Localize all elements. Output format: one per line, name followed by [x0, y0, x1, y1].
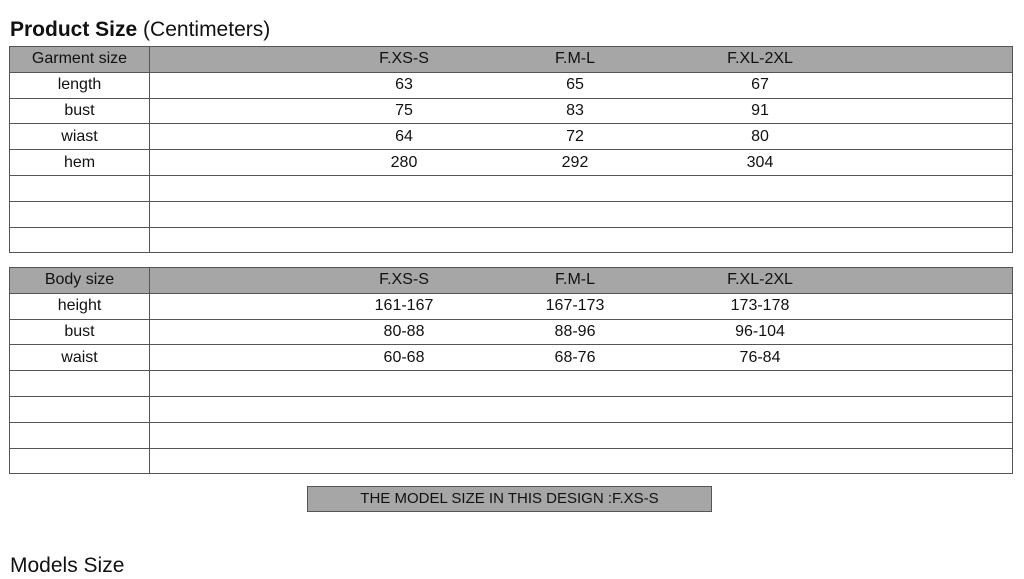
title-unit: (Centimeters): [143, 18, 271, 41]
cell-value: 167-173: [545, 297, 605, 315]
row-label: height: [10, 293, 150, 319]
cell-value: 76-84: [739, 348, 781, 366]
row-label: bust: [10, 319, 150, 345]
models-size-heading: Models Size: [10, 554, 125, 577]
cell-value: 60-68: [383, 348, 425, 366]
cell-value: 173-178: [730, 297, 790, 315]
empty-row: [10, 448, 1013, 474]
cell-value: 80-88: [383, 322, 425, 340]
row-label: waist: [10, 345, 150, 371]
page-title: [10, 17, 270, 43]
header-size: F.M-L: [555, 271, 595, 289]
cell-value: 80: [751, 127, 769, 145]
cell-value: 161-167: [374, 297, 434, 315]
header-size: F.XS-S: [379, 271, 429, 289]
cell-value: 280: [390, 153, 418, 171]
table-header-row: [10, 47, 1013, 73]
garment-size-table: [9, 46, 1013, 253]
table-row: [10, 293, 1013, 319]
cell-value: 91: [751, 101, 769, 119]
body-size-table: [9, 267, 1013, 474]
table-row: [10, 72, 1013, 98]
cell-value: 75: [395, 101, 413, 119]
cell-value: 64: [395, 127, 413, 145]
table-row: [10, 98, 1013, 124]
row-label: bust: [10, 98, 150, 124]
table-row: [10, 345, 1013, 371]
row-label: length: [10, 72, 150, 98]
cell-value: 292: [561, 153, 589, 171]
table-row: [10, 319, 1013, 345]
cell-value: 304: [746, 153, 774, 171]
empty-row: [10, 396, 1013, 422]
cell-value: 88-96: [554, 322, 596, 340]
cell-value: 96-104: [735, 322, 785, 340]
row-label: wiast: [10, 124, 150, 150]
cell-value: 65: [566, 76, 584, 94]
cell-value: 67: [751, 76, 769, 94]
header-label: Garment size: [10, 47, 150, 73]
header-size: F.M-L: [555, 50, 595, 68]
cell-value: 68-76: [554, 348, 596, 366]
cell-value: 63: [395, 76, 413, 94]
header-size: F.XL-2XL: [727, 50, 793, 68]
empty-row: [10, 371, 1013, 397]
empty-row: [10, 422, 1013, 448]
model-size-note: THE MODEL SIZE IN THIS DESIGN :F.XS-S: [307, 486, 712, 512]
table-header-row: [10, 268, 1013, 294]
empty-row: [10, 227, 1013, 253]
row-label: hem: [10, 150, 150, 176]
title-main: Product Size: [10, 18, 138, 41]
cell-value: 72: [566, 127, 584, 145]
header-size: F.XS-S: [379, 50, 429, 68]
cell-value: 83: [566, 101, 584, 119]
empty-row: [10, 201, 1013, 227]
empty-row: [10, 175, 1013, 201]
header-label: Body size: [10, 268, 150, 294]
table-row: [10, 150, 1013, 176]
header-size: F.XL-2XL: [727, 271, 793, 289]
table-row: [10, 124, 1013, 150]
